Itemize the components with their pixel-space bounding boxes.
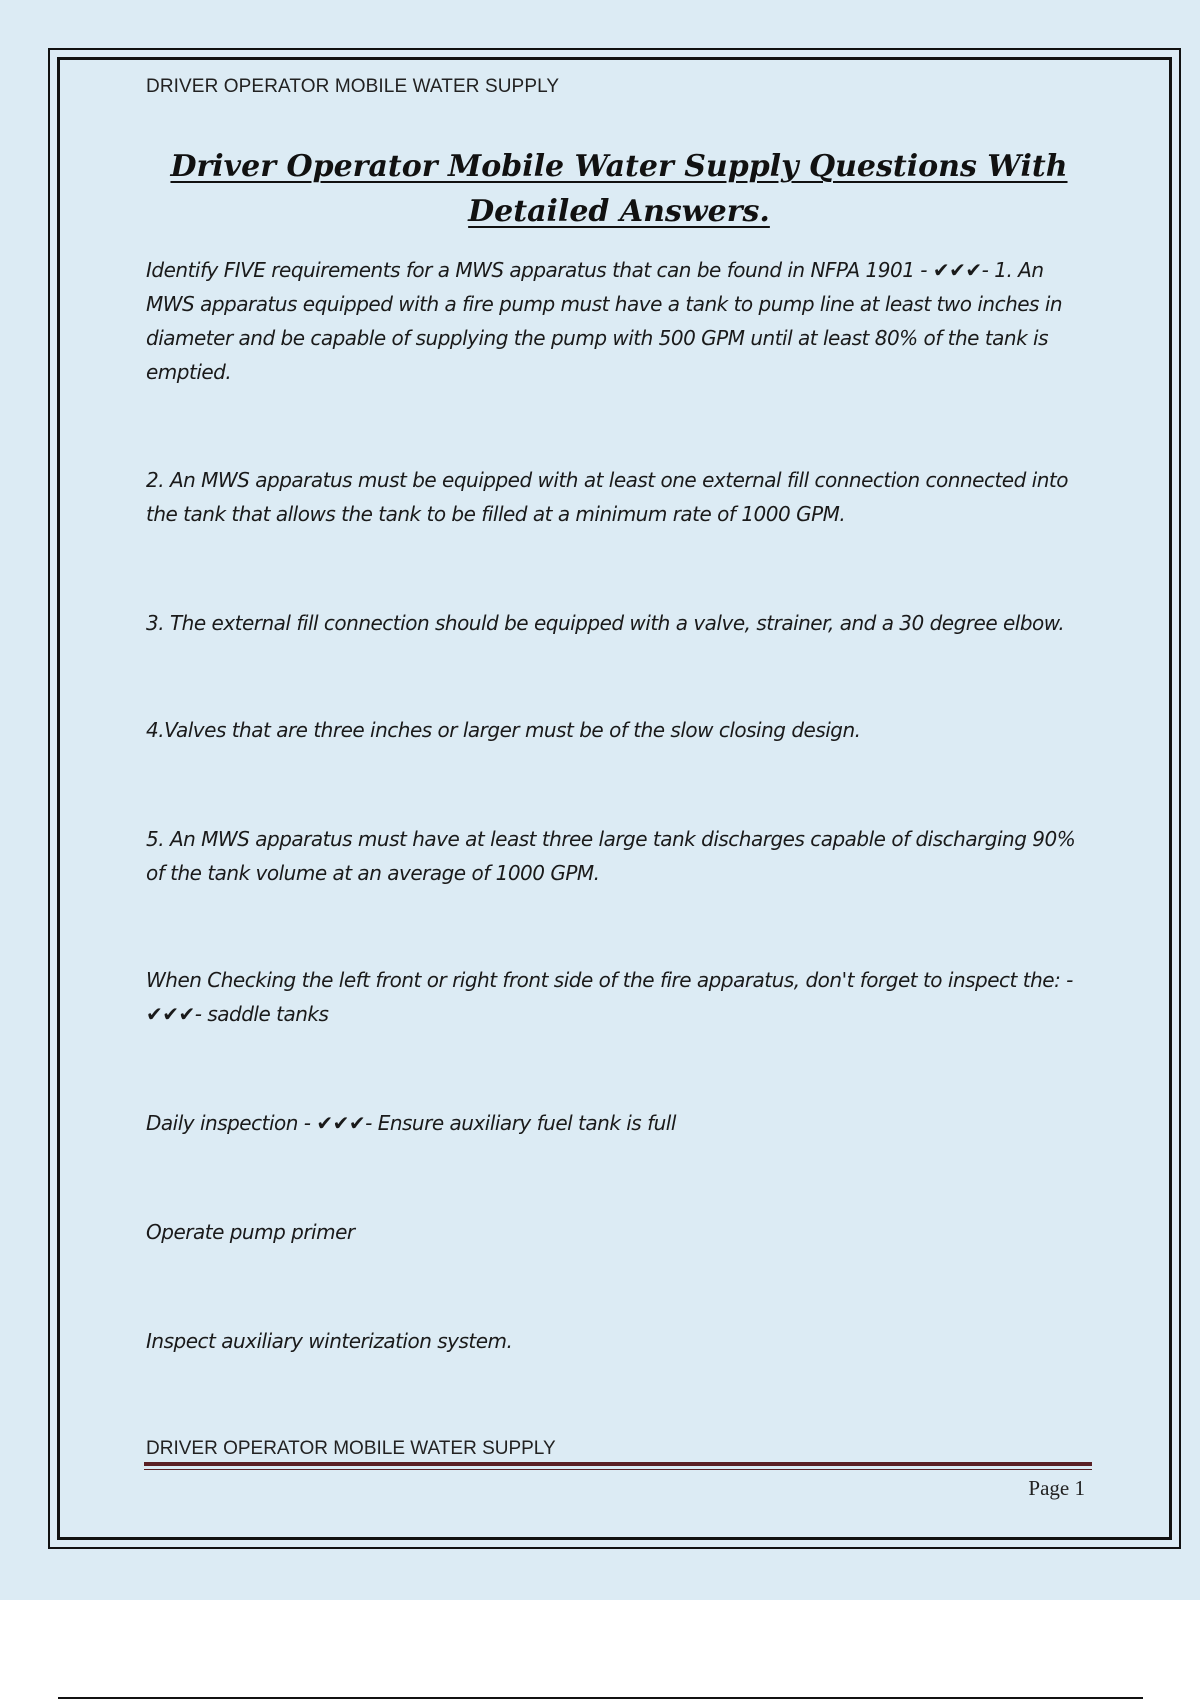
- paragraph-5: 5. An MWS apparatus must have at least three large tank discharges capable of discharging 90% of the tank volume at an average of 1000 GPM.: [146, 827, 1076, 885]
- running-header: DRIVER OPERATOR MOBILE WATER SUPPLY: [146, 76, 560, 97]
- footer-rule: [144, 1462, 1092, 1466]
- document-title: Driver Operator Mobile Water Supply Questions With Detailed Answers.: [170, 149, 1068, 229]
- paragraph-4: 4.Valves that are three inches or larger must be of the slow closing design.: [146, 718, 861, 742]
- page-number: Page 1: [1028, 1476, 1085, 1500]
- running-footer: DRIVER OPERATOR MOBILE WATER SUPPLY: [146, 1438, 556, 1459]
- paragraph-9: Inspect auxiliary winterization system.: [146, 1329, 513, 1353]
- paragraph-7: Daily inspection - ✔✔✔- Ensure auxiliary fuel tank is full: [146, 1111, 676, 1135]
- next-page-rule: [58, 1697, 1143, 1699]
- paragraph-8: Operate pump primer: [146, 1220, 355, 1244]
- paragraph-3: 3. The external fill connection should be equipped with a valve, strainer, and a 30 degree elbow.: [146, 611, 1065, 635]
- paragraph-6: When Checking the left front or right front side of the fire apparatus, don't forget to inspect the: - ✔✔✔- saddle tanks: [146, 968, 1073, 1026]
- footer-rule-thin: [144, 1469, 1092, 1470]
- paragraph-2: 2. An MWS apparatus must be equipped with at least one external fill connection connected into the tank that allows the tank to be filled at a minimum rate of 1000 GPM.: [146, 468, 1068, 526]
- paragraph-1: Identify FIVE requirements for a MWS apparatus that can be found in NFPA 1901 - ✔✔✔- 1. An MWS apparatus equipped with a fire pump must have a tank to pump line at least two inches in diameter and be capable of supplying the pump with 500 GPM until at least 80% of the tank is emptied.: [146, 258, 1063, 384]
